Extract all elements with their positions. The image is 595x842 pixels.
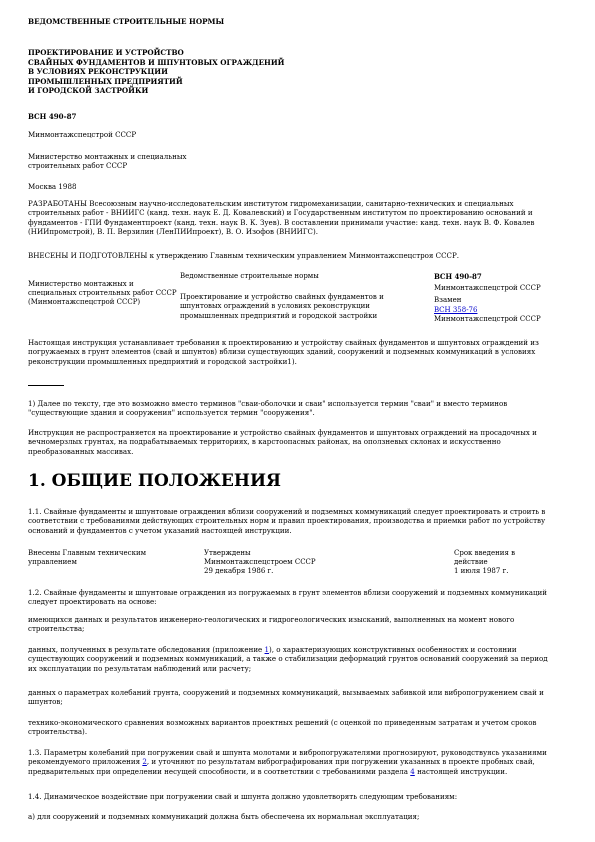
paragraph-1-2d: технико-экономического сравнения возможных вариантов проектных решений (с оценкой по приведенным затратам и учетом сроков строительства). xyxy=(28,718,537,737)
header-label: ВЕДОМСТВЕННЫЕ СТРОИТЕЛЬНЫЕ НОРМЫ xyxy=(28,17,225,26)
developed-paragraph: РАЗРАБОТАНЫ Всесоюзным научно-исследовательским институтом гидромеханизации, санитарно-технических и специальных строительных работ - ВНИИГС (канд. техн. наук Е. Д. Ковалевский) и Государственным институтом по проектированию оснований и фундаментов - ГПИ Фундаментпроект (канд. техн. наук В. К. Зуев). В составлении принимали участие: канд. техн. наук В. Ф. Ковалев (НИИпромстрой), В. П. Верзилин (ЛенПИИпроект), В. О. Изофов (ВНИИГС). xyxy=(28,199,535,237)
paragraph-1-1: 1.1. Свайные фундаменты и шпунтовые ограждения вблизи сооружений и подземных коммуникаций следует проектировать и строить в соответствии с требованиями действующих строительных норм и правил проектирования, производства и приемки работ по устройству оснований и фундаментов с учетом указаний настоящей инструкции. xyxy=(28,507,546,535)
city-year: Москва 1988 xyxy=(28,182,77,191)
paragraph-1-2: 1.2. Свайные фундаменты и шпунтовые ограждения из погружаемых в грунт элементов вблизи сооружений и подземных коммуникаций следует проектировать на основе: xyxy=(28,588,548,607)
title-line: В УСЛОВИЯХ РЕКОНСТРУКЦИИ xyxy=(28,67,168,76)
norms-code: ВСН 490-87 xyxy=(434,272,482,281)
instead-label: Взамен xyxy=(434,296,462,305)
paragraph-1-4a: а) для сооружений и подземных коммуникаций должна быть обеспечена их нормальная эксплуатация; xyxy=(28,812,420,821)
title-line: ПРОЕКТИРОВАНИЕ И УСТРОЙСТВО xyxy=(28,48,184,57)
table-cell-title xyxy=(180,272,426,324)
approval-table xyxy=(28,549,548,577)
title-line: ПРОМЫШЛЕННЫХ ПРЕДПРИЯТИЙ xyxy=(28,76,183,86)
section-4-link[interactable]: 4 xyxy=(410,766,415,776)
paragraph-1-2c: данных о параметрах колебаний грунта, сооружений и подземных коммуникаций, вызываемых забивкой или вибропогружением свай и шпунтов; xyxy=(28,688,544,707)
text-span: ), о характеризующих конструктивных особенностях и состоянии существующих сооружений и подземных коммуникаций, а также о стабилизации деформаций грунтов оснований сооружений за период их эксплуатации по результатам наблюдений или расчету; xyxy=(28,645,548,673)
ministry-line: строительных работ СССР xyxy=(28,161,128,171)
replaced-code xyxy=(434,306,548,315)
approval-cell-introduced: Внесены Главным техническим управлением xyxy=(28,549,147,567)
table-cell-code xyxy=(426,272,548,324)
paragraph-1-3 xyxy=(28,748,548,776)
section-heading: 1. ОБЩИЕ ПОЛОЖЕНИЯ xyxy=(28,471,281,491)
intro-paragraph: Настоящая инструкция устанавливает требования к проектированию и устройству свайных фундаментов и шпунтовых ограждений из погружаемых в грунт элементов (свай и шпунтов) вблизи существующих зданий, сооружений и подземных коммуникаций в условиях реконструкции промышленных предприятий и городской застройки1). xyxy=(28,338,539,366)
approval-cell-approved xyxy=(180,549,454,577)
text-span: настоящей инструкции. xyxy=(414,766,508,776)
appendix-1-link[interactable]: 1 xyxy=(264,645,270,654)
paragraph-1-2a: имеющихся данных и результатов инженерно-геологических и гидрогеологических изысканий, выполненных на момент нового строительства; xyxy=(28,615,515,634)
document-title xyxy=(28,48,284,96)
text-span: , и уточняют по результатам вибрографирования при погружении указанных в проекте пробных свай, предварительных при определении несущей способности, и в соответствии с требованиями раздела xyxy=(28,757,535,776)
approved-by: Минмонтажспецстроем СССР xyxy=(204,558,316,567)
effective-label: Срок введения в действие xyxy=(454,549,516,567)
introduced-paragraph: ВНЕСЕНЫ И ПОДГОТОВЛЕНЫ к утверждению Главным техническим управлением Минмонтажспецстроя СССР. xyxy=(28,251,459,260)
scope-paragraph: Инструкция не распространяется на проектирование и устройство свайных фундаментов и шпунтовых ограждений на просадочных и вечномерзлых грунтах, на подрабатываемых территориях, в карстоопасных районах, на оползневых склонах и искусственно преобразованных массивах. xyxy=(28,428,537,456)
paragraph-1-4: 1.4. Динамическое воздействие при погружении свай и шпунта должно удовлетворять следующим требованиям: xyxy=(28,792,458,801)
norms-label: Ведомственные строительные нормы xyxy=(180,272,319,280)
footnote-divider xyxy=(28,385,64,386)
ministry-full xyxy=(28,152,548,171)
norms-title: Проектирование и устройство свайных фундаментов и шпунтовых ограждений в условиях реконструкции промышленных предприятий и городской застройки xyxy=(180,293,384,320)
approved-label: Утверждены xyxy=(204,549,251,557)
paragraph-1-2b xyxy=(28,645,548,673)
approval-cell-effective xyxy=(454,549,548,577)
ministry-short: Минмонтажспецстрой СССР xyxy=(28,130,137,139)
norms-ministry: Минмонтажспецстрой СССР xyxy=(434,284,541,293)
document-info-table xyxy=(28,272,548,324)
replaced-ministry: Минмонтажспецстрой СССР xyxy=(434,314,541,323)
footnote: 1) Далее по тексту, где это возможно вместо терминов "сваи-оболочки и сваи" используется термин "сваи" и вместо терминов "существующие здания и сооружения" используется термин "сооружения". xyxy=(28,399,508,418)
effective-date: 1 июля 1987 г. xyxy=(454,567,509,576)
appendix-2-link[interactable]: 2 xyxy=(142,757,147,767)
title-line: СВАЙНЫХ ФУНДАМЕНТОВ И ШПУНТОВЫХ ОГРАЖДЕНИЙ xyxy=(28,57,285,67)
doc-code: ВСН 490-87 xyxy=(28,112,77,121)
ministry-line: Министерство монтажных и специальных xyxy=(28,152,187,161)
text-span: данных, полученных в результате обследования (приложение xyxy=(28,645,265,654)
text-span: 1.3. Параметры колебаний при погружении свай и шпунта молотами и вибропогружателями прогнозируют, руководствуясь указаниями рекомендуемого приложения xyxy=(28,748,547,767)
title-line: И ГОРОДСКОЙ ЗАСТРОЙКИ xyxy=(28,86,149,95)
replaced-code-link[interactable]: ВСН 358-76 xyxy=(434,305,478,314)
approved-date: 29 декабря 1986 г. xyxy=(204,567,274,576)
table-cell-ministry: Министерство монтажных и специальных строительных работ СССР (Минмонтажспецстрой СССР) xyxy=(28,280,177,307)
